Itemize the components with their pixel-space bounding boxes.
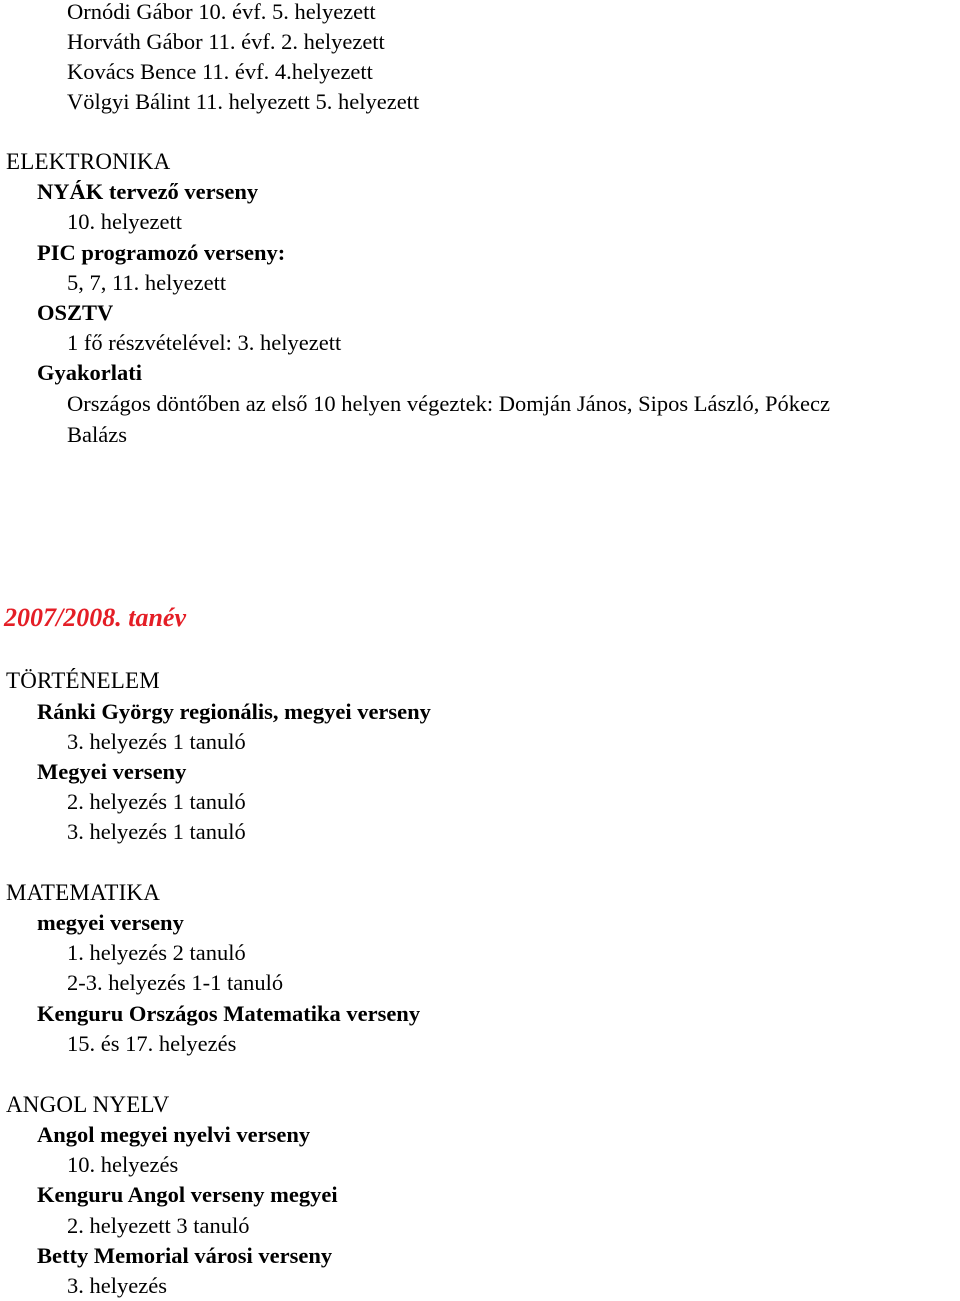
result-line: Kovács Bence 11. évf. 4.helyezett — [67, 59, 373, 84]
competition-title: Kenguru Országos Matematika verseny — [37, 1001, 421, 1026]
competition-title: Betty Memorial városi verseny — [37, 1243, 333, 1268]
section-heading-matematika: MATEMATIKA — [6, 880, 161, 905]
competition-result: 3. helyezés 1 tanuló — [67, 729, 246, 754]
competition-result: 10. helyezés — [67, 1152, 179, 1177]
competition-result: 1 fő részvételével: 3. helyezett — [67, 330, 342, 355]
competition-result: 1. helyezés 2 tanuló — [67, 940, 246, 965]
competition-title: PIC programozó verseny: — [37, 240, 286, 265]
competition-result: 15. és 17. helyezés — [67, 1031, 237, 1056]
result-line: Horváth Gábor 11. évf. 2. helyezett — [67, 29, 385, 54]
result-line: Ornódi Gábor 10. évf. 5. helyezett — [67, 0, 376, 24]
competition-result: 10. helyezett — [67, 209, 182, 234]
competition-result: 3. helyezés 1 tanuló — [67, 819, 246, 844]
competition-title: OSZTV — [37, 300, 114, 325]
competition-title: Angol megyei nyelvi verseny — [37, 1122, 311, 1147]
competition-result: 5, 7, 11. helyezett — [67, 270, 227, 295]
section-heading-tortenelem: TÖRTÉNELEM — [6, 668, 160, 693]
result-line: Völgyi Bálint 11. helyezett 5. helyezett — [67, 89, 420, 114]
competition-title: Ránki György regionális, megyei verseny — [37, 699, 431, 724]
school-year-heading: 2007/2008. tanév — [4, 603, 186, 632]
competition-result: 2-3. helyezés 1-1 tanuló — [67, 970, 284, 995]
competition-result: 3. helyezés — [67, 1273, 167, 1298]
competition-title: Gyakorlati — [37, 360, 142, 385]
competition-title: megyei verseny — [37, 910, 184, 935]
competition-result: Országos döntőben az első 10 helyen végeztek: Domján János, Sipos László, Pókecz — [67, 391, 830, 416]
competition-title: Megyei verseny — [37, 759, 187, 784]
competition-result-continued: Balázs — [67, 422, 127, 447]
section-heading-angol: ANGOL NYELV — [6, 1092, 170, 1117]
competition-title: Kenguru Angol verseny megyei — [37, 1182, 338, 1207]
competition-result: 2. helyezés 1 tanuló — [67, 789, 246, 814]
competition-result: 2. helyezett 3 tanuló — [67, 1213, 250, 1238]
competition-title: NYÁK tervező verseny — [37, 179, 259, 204]
section-heading-elektronika: ELEKTRONIKA — [6, 149, 171, 174]
